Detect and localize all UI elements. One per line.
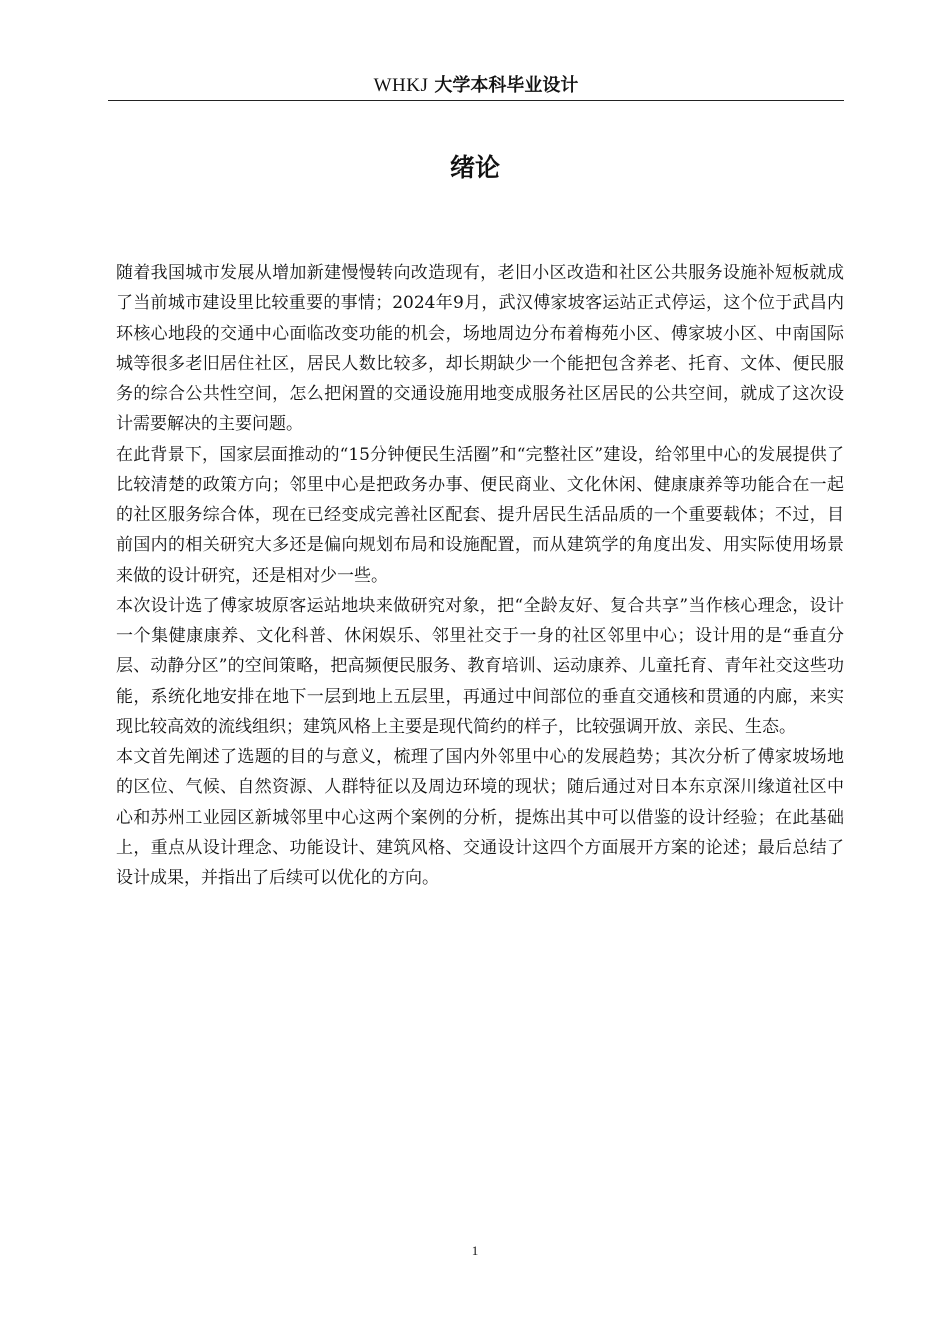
paragraph-design-overview: 本次设计选了傅家坡原客运站地块来做研究对象，把“全龄友好、复合共享”当作核心理念，设计一个集健康康养、文化科普、休闲娱乐、邻里社交于一身的社区邻里中心；设计用的是“垂直分层、动静分区”的空间策略，把高频便民服务、教育培训、运动康养、儿童托育、青年社交这些功能，系统化地安排在地下一层到地上五层里，再通过中间部位的垂直交通核和贯通的内廊，来实现比较高效的流线组织；建筑风格上主要是现代简约的样子，比较强调开放、亲民、生态。 <box>116 595 844 737</box>
paragraph-policy-context: 在此背景下，国家层面推动的“15分钟便民生活圈”和“完整社区”建设，给邻里中心的发展提供了比较清楚的政策方向；邻里中心是把政务办事、便民商业、文化休闲、健康康养等功能合在一起的社区服务综合体，现在已经变成完善社区配套、提升居民生活品质的一个重要载体；不过，目前国内的相关研究大多还是偏向规划布局和设施配置，而从建筑学的角度出发、用实际使用场景来做的设计研究，还是相对少一些。 <box>116 444 844 586</box>
body-text <box>116 258 844 893</box>
paragraph-structure: 本文首先阐述了选题的目的与意义，梳理了国内外邻里中心的发展趋势；其次分析了傅家坡场地的区位、气候、自然资源、人群特征以及周边环境的现状；随后通过对日本东京深川缘道社区中心和苏州工业园区新城邻里中心这两个案例的分析，提炼出其中可以借鉴的设计经验；在此基础上，重点从设计理念、功能设计、建筑风格、交通设计这四个方面展开方案的论述；最后总结了设计成果，并指出了后续可以优化的方向。 <box>116 747 844 888</box>
paragraph-background: 随着我国城市发展从增加新建慢慢转向改造现有，老旧小区改造和社区公共服务设施补短板就成了当前城市建设里比较重要的事情；2024年9月，武汉傅家坡客运站正式停运，这个位于武昌内环核心地段的交通中心面临改变功能的机会，场地周边分布着梅苑小区、傅家坡小区、中南国际城等很多老旧居住社区，居民人数比较多，却长期缺少一个能把包含养老、托育、文体、便民服务的综合公共性空间，怎么把闲置的交通设施用地变成服务社区居民的公共空间，就成了这次设计需要解决的主要问题。 <box>116 263 844 435</box>
chapter-title: 绪论 <box>449 153 500 182</box>
header-document-type: 大学本科毕业设计 <box>434 75 579 96</box>
page-header <box>108 70 844 101</box>
header-school-code: WHKJ <box>373 75 429 96</box>
page-number: 1 <box>471 1243 479 1258</box>
